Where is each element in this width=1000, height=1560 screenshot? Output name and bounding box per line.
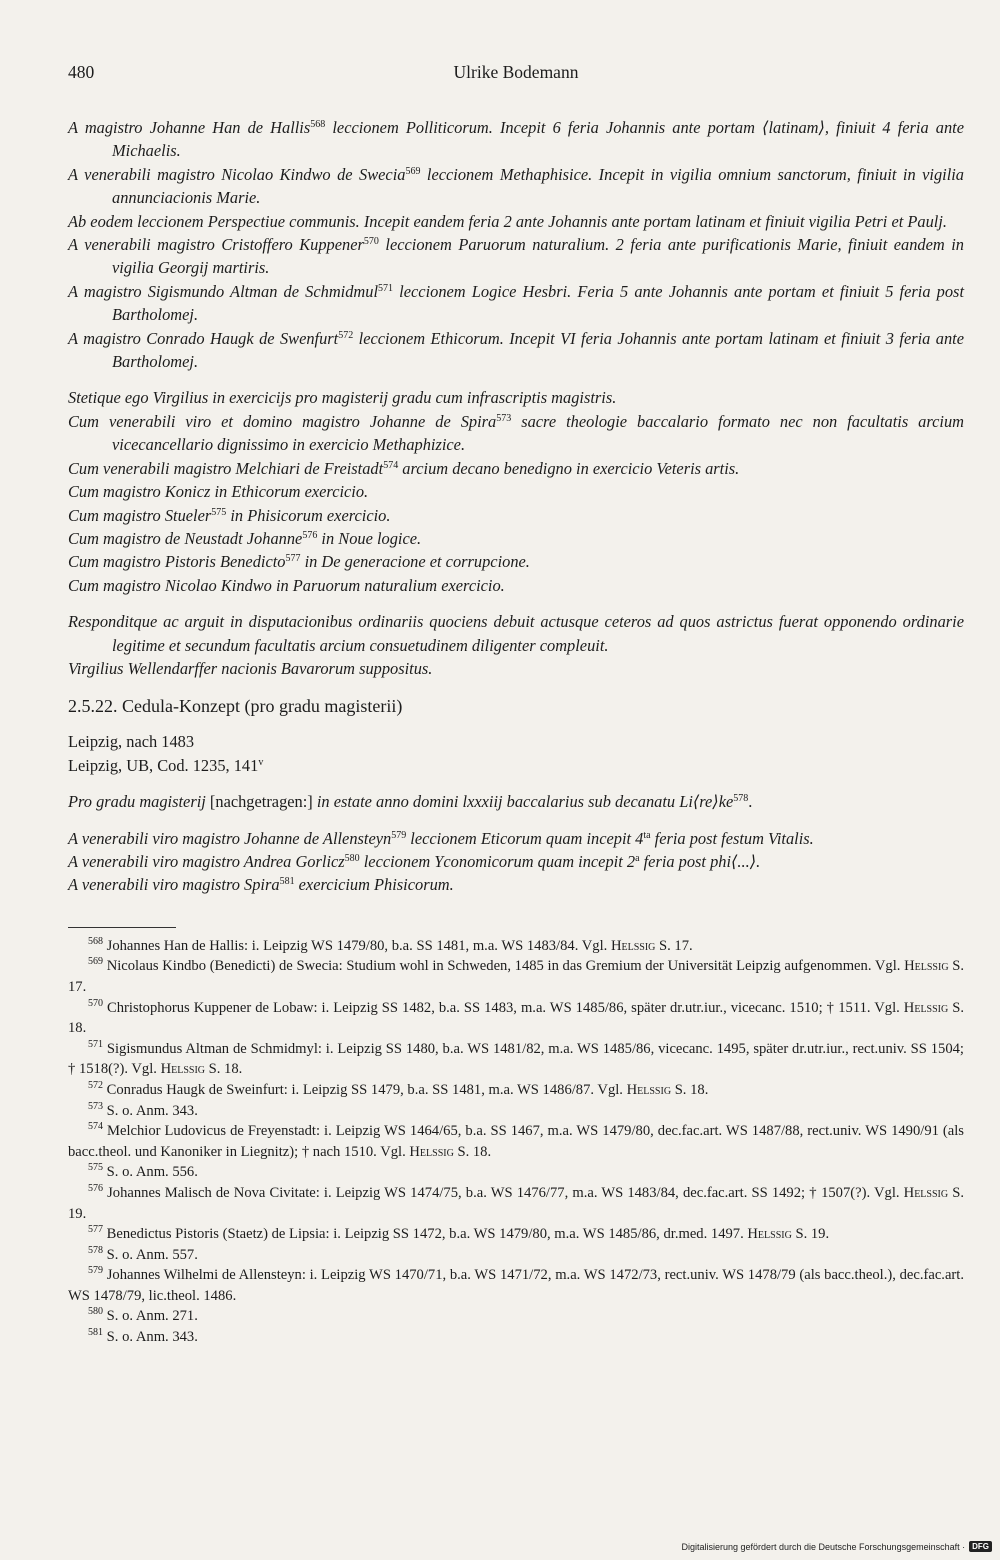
footnote (68, 1080, 964, 1101)
pro-b: [nachgetragen:] (205, 792, 317, 812)
exercise-entry (68, 410, 964, 457)
footnote-text: Melchior Ludovicus de Freyenstadt: i. Leipzig WS 1464/65, b.a. SS 1467, m.a. WS 1479/80, dec.fac.art. WS 1487/88, rect.univ. WS 1490/91 (als bacc.theol. und Kanoniker in Liegnitz); † nach 1510. Vgl. (68, 1123, 964, 1160)
lecture-entry-rest: leccionem Polliticorum. Incepit 6 feria Johannis ante portam ⟨latinam⟩, finiuit 4 feria ante Michaelis. (112, 118, 964, 161)
running-author: Ulrike Bodemann (453, 62, 579, 82)
footnote-tail: S. 18. (671, 1081, 709, 1098)
footnote-number: 572 (88, 1079, 103, 1091)
footnote-text: Nicolaus Kindbo (Benedicti) de Swecia: Studium wohl in Schweden, 1485 in das Gremium der Universität Leipzig aufgenommen. Vgl. (106, 958, 905, 975)
footnote (68, 1162, 964, 1183)
footnote-number: 577 (88, 1224, 103, 1236)
footnote-tail: S. 18. (68, 999, 964, 1037)
exercise-entry-text: Cum magistro de Neustadt Johanne (68, 528, 303, 548)
footnote (68, 1224, 964, 1245)
lecture-entry-rest: leccionem Ethicorum. Incepit VI feria Johannis ante portam latinam et finiuit 3 feria ante Bartholomej. (112, 328, 964, 372)
lecture-entry (68, 327, 964, 374)
lecture-entry-2-text: A venerabili viro magistro Andrea Gorlicz (68, 851, 345, 871)
footnote (68, 1265, 964, 1306)
exercise-entry-text: Cum magistro Pistoris Benedicto (68, 552, 286, 572)
exercise-entry-text: Cum venerabili magistro Melchiari de Freistadt (68, 458, 384, 478)
lecture-entry (68, 163, 964, 210)
page-body (68, 116, 964, 1348)
lecture-list-2 (68, 827, 964, 897)
footnote-number: 568 (88, 935, 103, 947)
footnote (68, 1101, 964, 1122)
footnote (68, 998, 964, 1039)
pro-gradu-line (68, 790, 964, 813)
footnote (68, 936, 964, 957)
lecture-entry-2-text: A venerabili viro magistro Johanne de Allensteyn (68, 828, 392, 848)
footnote-number: 569 (88, 956, 103, 968)
footnote-rule (68, 927, 176, 928)
footnote-author: Helssig (904, 958, 949, 975)
footnote-text: S. o. Anm. 343. (106, 1329, 198, 1346)
lecture-entry-2-rest: exercicium Phisicorum. (294, 875, 454, 895)
ordinal-sup: a (635, 852, 640, 864)
footer-text: Digitalisierung gefördert durch die Deutsche Forschungsgemeinschaft · (681, 1541, 966, 1552)
exercise-entry-text: Cum magistro Nicolao Kindwo in Paruorum naturalium exercicio. (68, 575, 505, 595)
source-text: Leipzig, UB, Cod. 1235, 141 (68, 755, 259, 775)
footnote-text: S. o. Anm. 343. (106, 1102, 198, 1119)
exercise-list (68, 410, 964, 597)
footnote-ref: 570 (363, 236, 379, 248)
footnote-author: Helssig (903, 999, 949, 1016)
lecture-entry-2-rest-2: feria post phi⟨...⟩. (639, 851, 761, 871)
lecture-entry-2-text: A venerabili viro magistro Spira (68, 875, 280, 895)
exercise-entry-rest: arcium decano benedigno in exercicio Veteris artis. (398, 458, 740, 478)
lecture-entry-text: A venerabili magistro Cristoffero Kuppener (68, 235, 364, 255)
lecture-entry-text: Ab eodem leccionem Perspectiue communis. Incepit eandem feria 2 ante Johannis ante portam latinam et finiuit vigilia Petri et Paulj. (68, 211, 947, 231)
footnote-text: Conradus Haugk de Sweinfurt: i. Leipzig SS 1479, b.a. SS 1481, m.a. WS 1486/87. Vgl. (106, 1081, 627, 1098)
exercise-entry-rest: in De generacione et corrupcione. (300, 552, 530, 572)
lecture-entry-text: A magistro Johanne Han de Hallis (68, 118, 311, 137)
footnote-text: Benedictus Pistoris (Staetz) de Lipsia: i. Leipzig SS 1472, b.a. WS 1479/80, m.a. WS 1485/86, dr.med. 1497. (106, 1226, 748, 1243)
footnote-text: S. o. Anm. 556. (106, 1164, 198, 1181)
footnote-number: 581 (88, 1327, 103, 1339)
footnote-text: S. o. Anm. 557. (106, 1246, 198, 1263)
footnote-text: Johannes Malisch de Nova Civitate: i. Leipzig WS 1474/75, b.a. WS 1476/77, m.a. WS 1483/84, dec.fac.art. SS 1492; † 1507(?). Vgl. (107, 1184, 904, 1201)
lecture-entry-2 (68, 873, 964, 896)
footnote-number: 576 (88, 1182, 103, 1194)
footnote-number: 573 (88, 1100, 103, 1112)
footnote-tail: S. 17. (68, 958, 964, 995)
footnote (68, 1245, 964, 1266)
footnote-number: 578 (88, 1244, 103, 1256)
exercise-entry (68, 574, 964, 597)
section-heading: 2.5.22. Cedula-Konzept (pro gradu magisterii) (68, 696, 403, 717)
footnote-number: 571 (88, 1038, 103, 1050)
footnote-ref: 574 (383, 459, 399, 471)
lecture-entry-rest: leccionem Methaphisice. Incepit in vigilia omnium sanctorum, finiuit in vigilia annunciacionis Marie. (112, 164, 964, 208)
exercise-entry (68, 504, 964, 527)
footnote-tail: S. 19. (68, 1184, 964, 1222)
running-header (68, 62, 964, 86)
footnote-ref: 580 (344, 852, 360, 864)
footnote-ref: 575 (211, 506, 227, 518)
lecture-entry (68, 210, 964, 233)
footnote-text: Johannes Wilhelmi de Allensteyn: i. Leipzig WS 1470/71, b.a. WS 1471/72, m.a. WS 1472/73, rect.univ. WS 1478/79 (als bacc.theol.), dec.fac.art. WS 1478/79, lic.theol. 1486. (68, 1267, 964, 1304)
respondit-paragraph: Responditque ac arguit in disputacionibus ordinariis quociens debuit actusque ceteros ad quos astrictus fuerat opponendo ordinarie legitime et secundum facultatis arcium consuetudinem diligenter compleuit. (68, 612, 964, 655)
footnote-author: Helssig (409, 1143, 454, 1160)
footnote-ref: 568 (310, 119, 326, 130)
footnote (68, 1039, 964, 1080)
footnote-text: Christophorus Kuppener de Lobaw: i. Leipzig SS 1482, b.a. SS 1483, m.a. WS 1485/86, später dr.utr.iur., vicecanc. 1510; † 1511. Vgl. (107, 999, 904, 1016)
exercise-entry-text: Cum magistro Konicz in Ethicorum exercicio. (68, 482, 369, 502)
footnote (68, 956, 964, 997)
lecture-entry-2 (68, 850, 964, 873)
lecture-entry (68, 280, 964, 327)
ordinal-sup: ta (643, 829, 651, 841)
exercise-entry-rest: in Noue logice. (317, 528, 422, 548)
lecture-entry-text: A magistro Conrado Haugk de Swenfurt (68, 328, 339, 348)
lecture-entry (68, 233, 964, 280)
footnote (68, 1306, 964, 1327)
section-place: Leipzig, nach 1483 (68, 732, 195, 752)
footnote-author: Helssig (747, 1226, 792, 1243)
footnote-text: S. o. Anm. 271. (106, 1308, 198, 1325)
exercise-entry (68, 550, 964, 573)
footnote-number: 570 (88, 997, 103, 1009)
lecture-entry-2-rest: leccionem Yconomicorum quam incepit 2 (359, 851, 636, 871)
footnote-author: Helssig (610, 937, 656, 954)
pro-c: in estate anno domini lxxxiij baccalarius sub decanatu Li⟨re⟩ke (316, 792, 734, 812)
footnote-author: Helssig (903, 1184, 949, 1201)
footnote-number: 574 (88, 1121, 103, 1133)
footnote-tail: S. 18. (453, 1143, 492, 1160)
exercise-entry-rest: sacre theologie baccalario formato nec non facultatis arcium vicecancellario dignissimo in exercicio Methaphizice. (112, 411, 964, 455)
footnote-tail: S. 17. (655, 937, 693, 954)
lecture-entry-2 (68, 827, 964, 850)
lecture-entry-text: A venerabili magistro Nicolao Kindwo de Swecia (68, 164, 406, 184)
footnote-ref: 569 (405, 165, 421, 177)
footnote (68, 1121, 964, 1162)
lecture-entry (68, 116, 964, 163)
footnotes (68, 936, 964, 1348)
exercise-entry (68, 457, 964, 480)
footer-credit (681, 1541, 992, 1552)
suppositus-line: Virgilius Wellendarffer nacionis Bavarorum suppositus. (68, 658, 433, 678)
footnote-text: Johannes Han de Hallis: i. Leipzig WS 1479/80, b.a. SS 1481, m.a. WS 1483/84. Vgl. (106, 937, 611, 954)
exercise-entry-text: Cum magistro Stueler (68, 505, 212, 525)
dfg-logo: DFG (969, 1541, 992, 1552)
page-number: 480 (68, 62, 95, 82)
lecture-entry-2-rest: leccionem Eticorum quam incepit 4 (406, 828, 644, 848)
footnote-ref: 571 (378, 282, 394, 294)
exercise-entry (68, 480, 964, 503)
lecture-entry-rest: leccionem Logice Hesbri. Feria 5 ante Johannis ante portam et finiuit 5 feria post Bartholomej. (112, 281, 964, 325)
footnote-author: Helssig (626, 1081, 672, 1098)
footnote-ref: 576 (302, 529, 318, 541)
pro-footnote-ref: 578 (733, 793, 749, 805)
footnote-ref: 573 (496, 412, 512, 424)
pro-a: Pro gradu magisterij (68, 792, 206, 812)
section-source (68, 754, 964, 777)
pro-end: . (748, 792, 753, 812)
footnote-number: 575 (88, 1162, 103, 1174)
footnote-ref: 577 (285, 553, 301, 565)
exercise-entry-rest: in Phisicorum exercicio. (226, 505, 391, 525)
footnote-number: 579 (88, 1265, 103, 1277)
exercise-entry (68, 527, 964, 550)
footnote-ref: 579 (391, 829, 407, 841)
footnote-author: Helssig (160, 1061, 205, 1078)
exercise-entry-text: Cum venerabili viro et domino magistro Johanne de Spira (68, 411, 497, 431)
lecture-entry-rest: leccionem Paruorum naturalium. 2 feria ante purificationis Marie, finiuit eandem in vigilia Georgij martiris. (112, 235, 964, 278)
footnote (68, 1327, 964, 1348)
footnote (68, 1183, 964, 1224)
exercises-intro: Stetique ego Virgilius in exercicijs pro magisterij gradu cum infrascriptis magistris. (68, 388, 617, 408)
lecture-list (68, 116, 964, 373)
footnote-tail: S. 19. (791, 1226, 830, 1243)
footnote-number: 580 (88, 1306, 103, 1318)
footnote-ref: 572 (338, 329, 354, 341)
lecture-entry-2-rest-2: feria post festum Vitalis. (650, 828, 814, 848)
footnote-text: Sigismundus Altman de Schmidmyl: i. Leipzig SS 1480, b.a. WS 1481/82, m.a. WS 1485/86, vicecanc. 1495, später dr.utr.iur., rect.univ. SS 1504; † 1518(?). Vgl. (68, 1040, 964, 1078)
footnote-tail: S. 18. (205, 1061, 243, 1078)
footnote-ref: 581 (279, 876, 295, 888)
source-sup: v (258, 756, 264, 768)
lecture-entry-text: A magistro Sigismundo Altman de Schmidmul (68, 281, 379, 301)
